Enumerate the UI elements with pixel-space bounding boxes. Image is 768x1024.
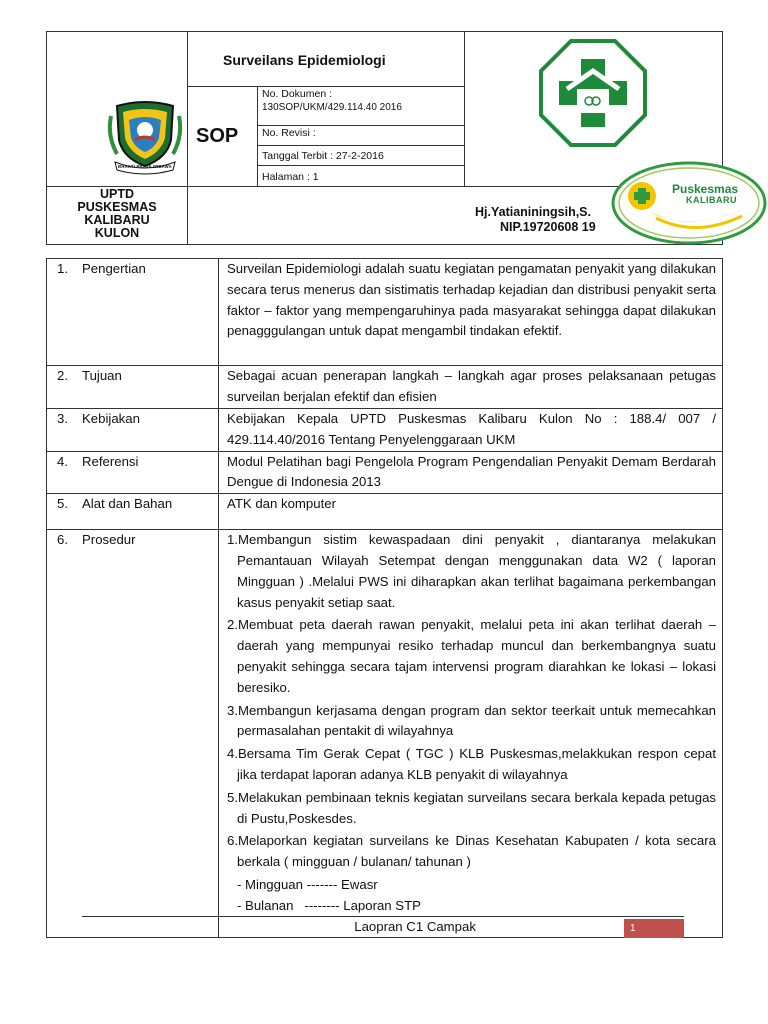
procedure-step: 1.Membangun sistim kewaspadaan dini penyakit , diantaranya melakukan Pemantauan Wilayah Setempat dengan menggunakan data W2 ( laporan Mingguan ) .Melalui PWS ini diharapkan akan terlihat bagaimana perkembangan kasus penyakit setiap saat.	[227, 532, 716, 610]
sop-content-table	[46, 258, 723, 938]
regency-motto: BHAKTI PRAJA WIBAWA	[118, 164, 172, 169]
health-cross-logo	[537, 37, 649, 149]
document-number-label: No. Dokumen :	[262, 88, 333, 100]
section-label: Kebijakan	[82, 411, 140, 426]
puskesmas-kalibaru-logo	[610, 160, 768, 246]
section-number: 5.	[57, 496, 68, 512]
section-label-cell	[47, 530, 219, 938]
procedure-steps	[219, 530, 723, 938]
puskesmas-logo-subtitle: KALIBARU	[686, 195, 737, 205]
section-text: Surveilan Epidemiologi adalah suatu kegiatan pengamatan penyakit yang dilakukan secara terus menerus dan sistimatis terhadap kejadian dan distribusi penyakit serta faktor – faktor yang mempengaruhinya pada masyarakat sehingga dapat dilakukan penagggulangan untuk dapat mengambil tindakan efektif.	[219, 259, 723, 366]
org-line: KULON	[94, 226, 140, 240]
sop-label: SOP	[196, 125, 239, 147]
section-row	[47, 409, 723, 452]
health-cross-icon	[537, 37, 649, 149]
revision-number: No. Revisi :	[262, 127, 316, 139]
puskesmas-logo-title: Puskesmas	[672, 182, 739, 196]
section-text: Modul Pelatihan bagi Pengelola Program Pengendalian Penyakit Demam Berdarah Dengue di Indonesia 2013	[219, 451, 723, 494]
section-number: 6.	[57, 532, 68, 548]
section-number: 4.	[57, 453, 68, 469]
section-text: Kebijakan Kepala UPTD Puskesmas Kalibaru Kulon No : 188.4/ 007 / 429.114.40/2016 Tentang Penyelenggaraan UKM	[219, 409, 723, 452]
document-title: Surveilans Epidemiologi	[223, 52, 386, 68]
section-row	[47, 451, 723, 494]
procedure-step: 4.Bersama Tim Gerak Cepat ( TGC ) KLB Puskesmas,melakkukan respon cepat jika terdapat laporan adanya KLB penyakit di wilayahnya	[227, 746, 716, 782]
procedure-sub-item: - Mingguan ------- Ewasr	[237, 876, 378, 892]
section-text: ATK dan komputer	[219, 494, 723, 530]
footer-divider	[82, 916, 684, 917]
section-label: Referensi	[82, 453, 139, 469]
page-number-badge: 1	[624, 919, 684, 938]
section-number: 2.	[57, 368, 68, 383]
org-line: UPTD	[99, 187, 135, 201]
section-label-cell	[47, 451, 219, 494]
section-label: Tujuan	[82, 368, 122, 383]
issue-date: Tanggal Terbit : 27-2-2016	[262, 150, 384, 162]
procedure-step: 2.Membuat peta daerah rawan penyakit, melalui peta ini akan terlihat daerah – daerah yang mempunyai resiko terhadap muncul dan berkembangnya suatu penyakit sehingga secara tajam intervensi program diarahkan ke lokasi – lokasi beresiko.	[227, 617, 716, 695]
page-count: Halaman : 1	[262, 171, 319, 183]
procedure-row	[47, 530, 723, 938]
section-text: Sebagai acuan penerapan langkah – langkah agar proses pelaksanaan petugas surveilan berjalan efektif dan efisien	[219, 366, 723, 409]
section-label-cell	[47, 366, 219, 409]
section-label-cell	[47, 409, 219, 452]
section-label-cell	[47, 259, 219, 366]
procedure-sub-item: - Bulanan -------- Laporan STP	[237, 897, 421, 913]
document-number-value: 130SOP/UKM/429.114.40 2016	[262, 102, 402, 113]
procedure-step: 3.Membangun kerjasama dengan program dan sektor teerkait untuk memecahkan permasalahan pentakit di wilayahnya	[227, 702, 716, 739]
procedure-step: 6.Melaporkan kegiatan surveilans ke Dinas Kesehatan Kabupaten / kota secara berkala ( mingguan / bulanan/ tahunan )	[227, 833, 716, 870]
section-label: Alat dan Bahan	[82, 496, 173, 512]
section-row	[47, 494, 723, 530]
section-row	[47, 366, 723, 409]
section-label-cell	[47, 494, 219, 530]
procedure-sub-item: Laopran C1 Campak	[237, 918, 476, 934]
regency-logo	[105, 96, 185, 176]
signer-nip: NIP.19720608 19	[500, 220, 596, 234]
section-label: Pengertian	[82, 261, 146, 276]
section-number: 3.	[57, 411, 68, 426]
section-number: 1.	[57, 261, 68, 276]
section-label: Prosedur	[82, 532, 136, 548]
org-line: PUSKESMAS	[77, 200, 157, 214]
section-row	[47, 259, 723, 366]
signer-name: Hj.Yatianiningsih,S.	[475, 205, 591, 219]
organization-name	[47, 188, 187, 240]
org-line: KALIBARU	[84, 213, 150, 227]
procedure-step: 5.Melakukan pembinaan teknis kegiatan surveilans secara berkala kepada petugas di Pustu,Poskesdes.	[227, 789, 716, 826]
